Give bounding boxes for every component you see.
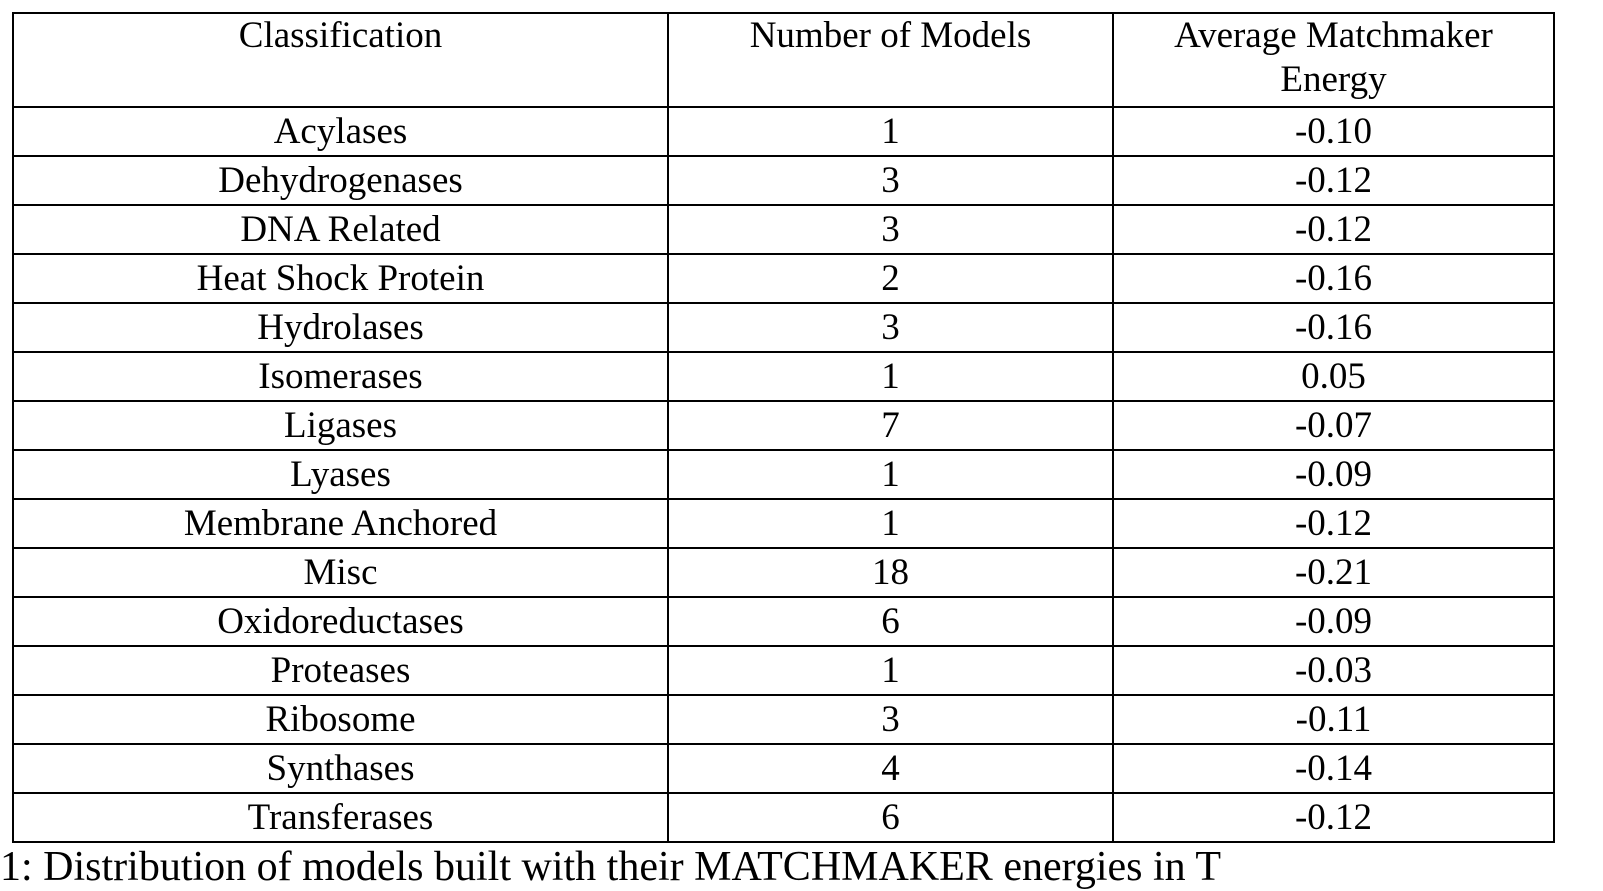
models-count-cell: 1 bbox=[668, 352, 1113, 401]
classification-table bbox=[12, 12, 1555, 843]
energy-cell: -0.09 bbox=[1113, 597, 1554, 646]
energy-cell: -0.12 bbox=[1113, 156, 1554, 205]
classification-cell: Membrane Anchored bbox=[13, 499, 668, 548]
classification-cell: Isomerases bbox=[13, 352, 668, 401]
classification-cell: Dehydrogenases bbox=[13, 156, 668, 205]
energy-cell: -0.11 bbox=[1113, 695, 1554, 744]
table-row bbox=[13, 744, 1554, 793]
models-count-cell: 1 bbox=[668, 107, 1113, 156]
classification-cell: Ribosome bbox=[13, 695, 668, 744]
energy-cell: -0.07 bbox=[1113, 401, 1554, 450]
classification-cell: Proteases bbox=[13, 646, 668, 695]
classification-cell: Lyases bbox=[13, 450, 668, 499]
classification-cell: Transferases bbox=[13, 793, 668, 842]
classification-cell: Acylases bbox=[13, 107, 668, 156]
models-count-cell: 18 bbox=[668, 548, 1113, 597]
classification-cell: Synthases bbox=[13, 744, 668, 793]
table-row bbox=[13, 695, 1554, 744]
energy-cell: -0.16 bbox=[1113, 254, 1554, 303]
table-row bbox=[13, 107, 1554, 156]
energy-cell: -0.12 bbox=[1113, 793, 1554, 842]
models-count-cell: 3 bbox=[668, 303, 1113, 352]
table-row bbox=[13, 205, 1554, 254]
table-row bbox=[13, 548, 1554, 597]
table-row bbox=[13, 303, 1554, 352]
classification-cell: DNA Related bbox=[13, 205, 668, 254]
header-classification: Classification bbox=[13, 13, 668, 107]
energy-cell: -0.14 bbox=[1113, 744, 1554, 793]
header-number-of-models: Number of Models bbox=[668, 13, 1113, 107]
models-count-cell: 3 bbox=[668, 695, 1113, 744]
energy-cell: -0.09 bbox=[1113, 450, 1554, 499]
header-average-energy: Average Matchmaker Energy bbox=[1113, 13, 1554, 107]
models-count-cell: 6 bbox=[668, 793, 1113, 842]
energy-cell: -0.03 bbox=[1113, 646, 1554, 695]
models-count-cell: 7 bbox=[668, 401, 1113, 450]
models-count-cell: 6 bbox=[668, 597, 1113, 646]
table-row bbox=[13, 646, 1554, 695]
table-row bbox=[13, 597, 1554, 646]
header-row bbox=[13, 13, 1554, 107]
table-row bbox=[13, 254, 1554, 303]
table-row bbox=[13, 156, 1554, 205]
models-count-cell: 3 bbox=[668, 205, 1113, 254]
models-count-cell: 3 bbox=[668, 156, 1113, 205]
table-row bbox=[13, 450, 1554, 499]
models-count-cell: 4 bbox=[668, 744, 1113, 793]
table-row bbox=[13, 352, 1554, 401]
classification-cell: Heat Shock Protein bbox=[13, 254, 668, 303]
table-caption: 1: Distribution of models built with their MATCHMAKER energies in T bbox=[0, 843, 1221, 891]
classification-cell: Oxidoreductases bbox=[13, 597, 668, 646]
energy-cell: -0.12 bbox=[1113, 205, 1554, 254]
models-count-cell: 1 bbox=[668, 499, 1113, 548]
table-row bbox=[13, 793, 1554, 842]
energy-cell: -0.21 bbox=[1113, 548, 1554, 597]
table-row bbox=[13, 499, 1554, 548]
models-count-cell: 1 bbox=[668, 646, 1113, 695]
models-count-cell: 2 bbox=[668, 254, 1113, 303]
models-count-cell: 1 bbox=[668, 450, 1113, 499]
energy-cell: -0.12 bbox=[1113, 499, 1554, 548]
classification-cell: Misc bbox=[13, 548, 668, 597]
classification-cell: Hydrolases bbox=[13, 303, 668, 352]
classification-cell: Ligases bbox=[13, 401, 668, 450]
energy-cell: 0.05 bbox=[1113, 352, 1554, 401]
energy-cell: -0.16 bbox=[1113, 303, 1554, 352]
table-row bbox=[13, 401, 1554, 450]
energy-cell: -0.10 bbox=[1113, 107, 1554, 156]
